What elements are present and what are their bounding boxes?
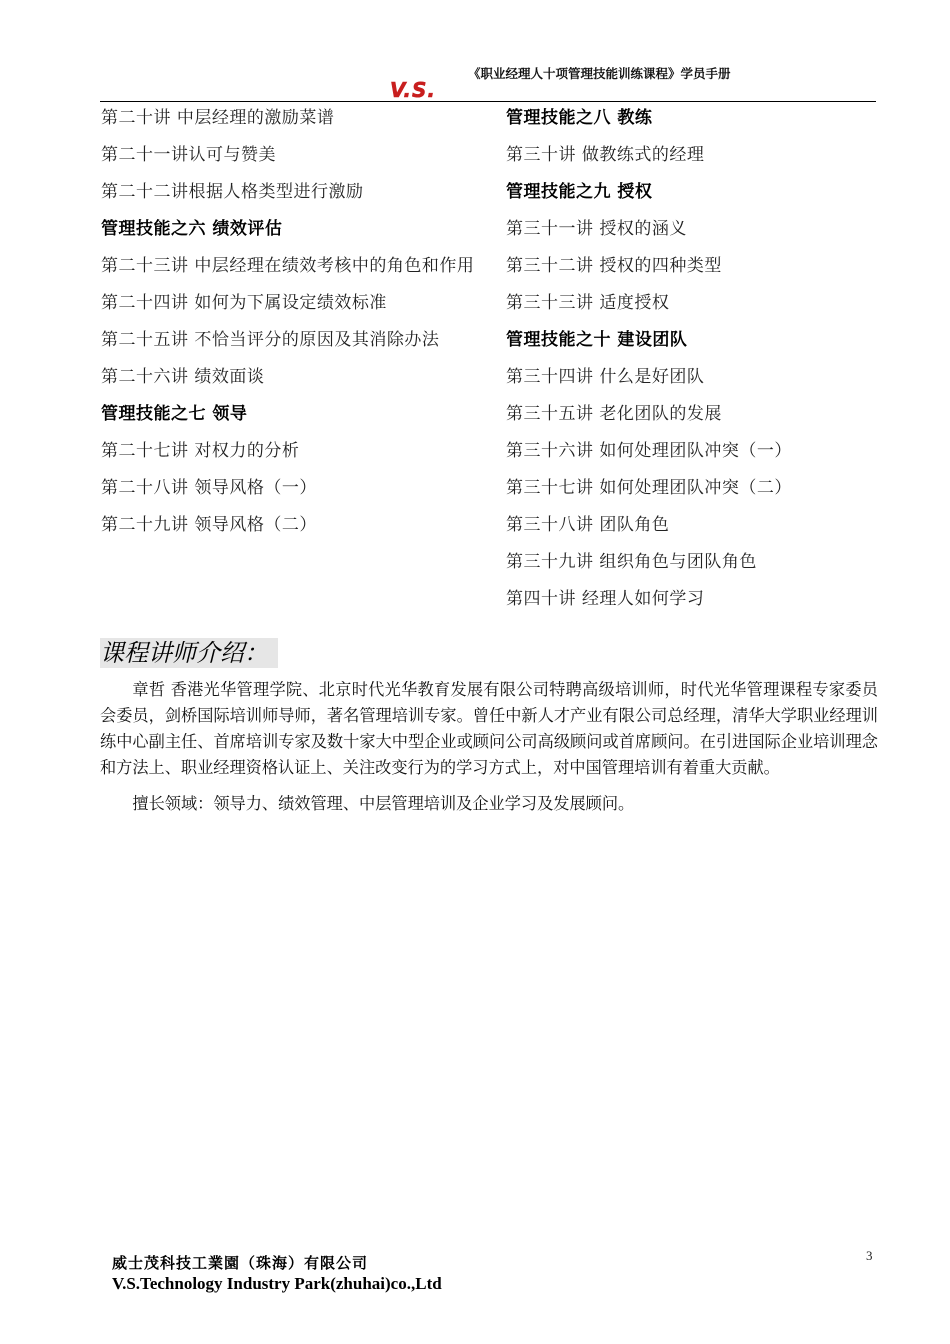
page-number: 3 bbox=[866, 1248, 873, 1263]
footer-company-cn: 威士茂科技工業園（珠海）有限公司 bbox=[112, 1254, 369, 1272]
toc-lecture-item: 第三十七讲 如何处理团队冲突（二） bbox=[506, 478, 792, 498]
toc-right-column bbox=[506, 104, 876, 622]
vs-logo: V.S. bbox=[390, 78, 436, 102]
toc-lecture-item: 第三十九讲 组织角色与团队角色 bbox=[506, 552, 757, 572]
toc-lecture-item: 第三十讲 做教练式的经理 bbox=[506, 145, 705, 165]
instructor-bio: 章哲 香港光华管理学院、北京时代光华教育发展有限公司特聘高级培训师，时代光华管理课程专家委员会委员，剑桥国际培训师导师，著名管理培训专家。曾任中新人才产业有限公司总经理，清华大学职业经理训练中心副主任、首席培训专家及数十家大中型企业或顾问公司高级顾问或首席顾问。在引进国际企业培训理念和方法上、职业经理资格认证上、关注改变行为的学习方式上，对中国管理培训有着重大贡献。 bbox=[100, 680, 878, 777]
toc-section-heading: 管理技能之六 绩效评估 bbox=[101, 219, 283, 239]
toc-section-heading: 管理技能之八 教练 bbox=[506, 108, 653, 128]
toc-left-column bbox=[101, 104, 479, 548]
toc-lecture-item: 第三十五讲 老化团队的发展 bbox=[506, 404, 722, 424]
toc-lecture-item: 第二十二讲根据人格类型进行激励 bbox=[101, 182, 364, 202]
toc-lecture-item: 第二十一讲认可与赞美 bbox=[101, 145, 276, 165]
toc-lecture-item: 第三十三讲 适度授权 bbox=[506, 293, 670, 313]
toc-lecture-item: 第三十二讲 授权的四种类型 bbox=[506, 256, 722, 276]
toc-lecture-item: 第四十讲 经理人如何学习 bbox=[506, 589, 705, 609]
toc-lecture-item: 第二十七讲 对权力的分析 bbox=[101, 441, 300, 461]
toc-lecture-item: 第二十三讲 中层经理在绩效考核中的角色和作用 bbox=[101, 256, 475, 276]
instructor-specialty: 擅长领域：领导力、绩效管理、中层管理培训及企业学习及发展顾问。 bbox=[132, 794, 635, 813]
toc-lecture-item: 第三十六讲 如何处理团队冲突（一） bbox=[506, 441, 792, 461]
header-divider bbox=[100, 101, 876, 102]
toc-lecture-item: 第三十一讲 授权的涵义 bbox=[506, 219, 687, 239]
manual-title: 《职业经理人十项管理技能训练课程》学员手册 bbox=[468, 66, 731, 81]
instructor-intro bbox=[100, 677, 878, 817]
toc-lecture-item: 第二十六讲 绩效面谈 bbox=[101, 367, 265, 387]
toc-lecture-item: 第二十九讲 领导风格（二） bbox=[101, 515, 317, 535]
toc-section-heading: 管理技能之十 建设团队 bbox=[506, 330, 688, 350]
toc-lecture-item: 第三十四讲 什么是好团队 bbox=[506, 367, 705, 387]
toc-section-heading: 管理技能之九 授权 bbox=[506, 182, 653, 202]
toc-section-heading: 管理技能之七 领导 bbox=[101, 404, 248, 424]
toc-lecture-item: 第三十八讲 团队角色 bbox=[506, 515, 670, 535]
instructor-heading: 课程讲师介绍： bbox=[100, 638, 278, 668]
toc-lecture-item: 第二十八讲 领导风格（一） bbox=[101, 478, 317, 498]
toc-lecture-item: 第二十五讲 不恰当评分的原因及其消除办法 bbox=[101, 330, 440, 350]
toc-lecture-item: 第二十讲 中层经理的激励菜谱 bbox=[101, 108, 335, 128]
toc-lecture-item: 第二十四讲 如何为下属设定绩效标准 bbox=[101, 293, 387, 313]
footer-company-en: V.S.Technology Industry Park(zhuhai)co.,Ltd bbox=[112, 1274, 442, 1293]
